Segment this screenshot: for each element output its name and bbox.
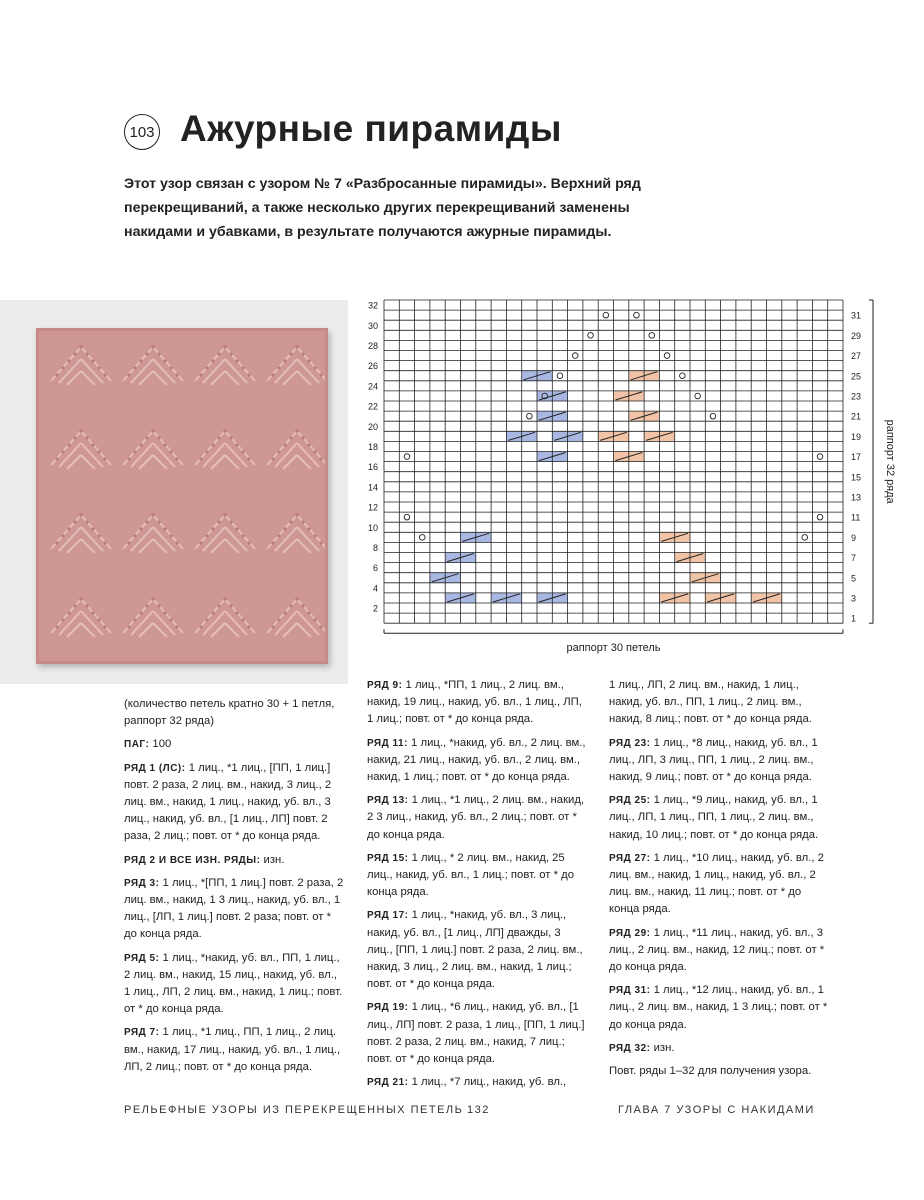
chart-row-label-left: 24 <box>367 381 378 392</box>
gauge-value: 100 <box>149 738 172 751</box>
chart-row-label-right: 7 <box>851 553 857 564</box>
instruction-row <box>367 1074 589 1091</box>
instruction-row <box>124 852 346 869</box>
chart-row-label-right: 13 <box>851 492 862 503</box>
col3-rows <box>609 735 831 1057</box>
row-text: 1 лиц., *8 лиц., накид, уб. вл., 1 лиц., ЛП, 3 лиц., ПП, 1 лиц., 2 лиц. вм., накид, 9 лиц.; повт. от * до конца ряда. <box>609 736 818 784</box>
instructions-column-3 <box>609 677 831 1086</box>
row-label: РЯД 15: <box>367 852 409 864</box>
row-21-continuation: 1 лиц., ЛП, 2 лиц. вм., накид, 1 лиц., накид, уб. вл., ПП, 1 лиц., 2 лиц. вм., накид, 8 лиц.; повт. от * до конца ряда. <box>609 679 812 726</box>
row-text: 1 лиц., *накид, уб. вл., 3 лиц., накид, уб. вл., [1 лиц., ЛП] дважды, 3 лиц., [ПП, 1 лиц.] повт. 2 раза, 2 лиц. вм., накид, 3 лиц., 2 лиц. вм., накид, 1 лиц.; повт. от * до конца ряда. <box>367 909 583 991</box>
row-text: 1 лиц., *1 лиц., 2 лиц. вм., накид, 2 3 лиц., накид, уб. вл., 2 лиц.; повт. от * до конца ряда. <box>367 794 585 841</box>
col1-rows <box>124 760 346 1076</box>
chart-svg <box>360 294 900 656</box>
row-text: 1 лиц., *9 лиц., накид, уб. вл., 1 лиц., ЛП, 1 лиц., ПП, 1 лиц., 2 лиц. вм., накид, 10 лиц.; повт. от * до конца ряда. <box>609 794 819 841</box>
row-label: РЯД 5: <box>124 952 160 964</box>
chart-bottom-label: раппорт 30 петель <box>566 642 661 655</box>
row-text: изн. <box>650 1041 675 1054</box>
chart-yarn-over <box>649 333 655 339</box>
row-text: 1 лиц., *10 лиц., накид, уб. вл., 2 лиц. вм., накид, 1 лиц., накид, уб. вл., 2 лиц. вм., накид, 11 лиц.; повт. от * до конца ряда. <box>609 851 824 916</box>
chart-row-label-left: 8 <box>372 542 378 553</box>
chart-row-label-right: 27 <box>851 351 862 362</box>
chart-row-label-left: 30 <box>367 320 378 331</box>
instruction-row <box>367 999 589 1068</box>
chart-row-label-right: 15 <box>851 472 862 483</box>
row-text: 1 лиц., *6 лиц., накид, уб. вл., [1 лиц., ЛП] повт. 2 раза, 1 лиц., [ПП, 1 лиц.] повт. 2 раза, 2 лиц. вм., накид, 7 лиц.; повт. от * до конца ряда. <box>367 1001 585 1066</box>
chart-yarn-over <box>680 373 686 379</box>
chart-yarn-over <box>419 535 425 541</box>
chart-yarn-over <box>404 514 410 520</box>
chart-row-label-right: 19 <box>851 431 862 442</box>
row-text: 1 лиц., *7 лиц., накид, уб. вл., <box>408 1076 567 1089</box>
knitted-swatch-image <box>36 328 328 664</box>
row-label: РЯД 21: <box>367 1077 409 1089</box>
gauge-label: ПАГ: <box>124 739 150 751</box>
instruction-row <box>367 850 589 902</box>
instructions-column-1 <box>124 696 346 1082</box>
row-label: РЯД 29: <box>609 927 651 939</box>
instruction-row <box>609 792 831 844</box>
row-text: 1 лиц., * 2 лиц. вм., накид, 25 лиц., накид, уб. вл., 1 лиц.; повт. от * до конца ряда. <box>367 851 575 899</box>
knitting-chart <box>360 294 900 661</box>
instruction-row <box>124 950 346 1019</box>
row-label: РЯД 9: <box>367 680 403 691</box>
chart-row-label-right: 31 <box>851 310 862 321</box>
row-label: РЯД 11: <box>367 737 408 749</box>
chart-yarn-over <box>634 312 640 318</box>
chart-yarn-over <box>572 353 578 359</box>
chart-row-label-left: 18 <box>367 441 378 452</box>
row-text: 1 лиц., *11 лиц., накид, уб. вл., 3 лиц., 2 лиц. вм., накид, 12 лиц.; повт. от * до конца ряда. <box>609 926 825 974</box>
chart-row-label-left: 22 <box>367 401 378 412</box>
chart-yarn-over <box>817 514 823 520</box>
col2-rows <box>367 677 589 1091</box>
row-label: РЯД 32: <box>609 1042 651 1054</box>
chart-row-label-left: 10 <box>367 522 378 533</box>
swatch-pattern <box>39 331 325 661</box>
chart-row-label-left: 16 <box>367 462 378 473</box>
chart-row-label-left: 12 <box>367 502 378 513</box>
page-number: 132 <box>467 1104 490 1116</box>
chart-row-label-left: 26 <box>367 361 378 372</box>
instruction-row <box>367 907 589 993</box>
chart-row-label-right: 5 <box>851 573 857 584</box>
row-text: 1 лиц., *1 лиц., ПП, 1 лиц., 2 лиц. вм., накид, 17 лиц., накид, уб. вл., 1 лиц., ЛП, 2 лиц.; повт. от * до конца ряда. <box>124 1026 341 1073</box>
instructions-column-2 <box>367 677 589 1097</box>
instruction-row <box>124 760 346 846</box>
chart-yarn-over <box>603 312 609 318</box>
chart-yarn-over <box>664 353 670 359</box>
row-label: РЯД 1 (ЛС): <box>124 762 186 774</box>
instruction-row <box>609 1040 831 1057</box>
chart-yarn-over <box>695 393 701 399</box>
row-text: 1 лиц., *накид, уб. вл., ПП, 1 лиц., 2 лиц. вм., накид, 15 лиц., накид, уб. вл., 1 лиц., ЛП, 2 лиц. вм., накид, 1 лиц.; повт. от * до конца ряда. <box>124 951 343 1016</box>
row-text: 1 лиц., *12 лиц., накид, уб. вл., 1 лиц., 2 лиц. вм., накид, 1 3 лиц.; повт. от * до конца ряда. <box>609 984 828 1031</box>
row-label: РЯД 17: <box>367 910 409 922</box>
row-label: РЯД 23: <box>609 737 651 749</box>
row-label: РЯД 25: <box>609 795 651 807</box>
instruction-row <box>609 982 831 1034</box>
page-title: Ажурные пирамиды <box>180 108 562 149</box>
chart-yarn-over <box>588 333 594 339</box>
intro-paragraph: Этот узор связан с узором № 7 «Разбросанные пирамиды». Верхний ряд перекрещиваний, а также несколько других перекрещиваний заменены накидами и убавками, в результате получаются ажурные пирамиды. <box>124 176 641 240</box>
chart-row-label-right: 29 <box>851 330 862 341</box>
chart-row-label-left: 4 <box>372 583 378 594</box>
row-label: РЯД 31: <box>609 985 651 997</box>
row-label: РЯД 27: <box>609 852 651 864</box>
chart-row-label-left: 28 <box>367 340 378 351</box>
swatch-photo <box>0 300 348 684</box>
chart-row-label-right: 3 <box>851 593 857 604</box>
row-label: РЯД 13: <box>367 795 409 807</box>
gauge-line <box>124 736 346 753</box>
chart-side-label: раппорт 32 ряда <box>884 419 896 504</box>
chart-yarn-over <box>557 373 563 379</box>
row-label: РЯД 7: <box>124 1027 160 1039</box>
chart-row-label-left: 14 <box>367 482 378 493</box>
chart-row-label-right: 1 <box>851 613 857 624</box>
instruction-row <box>124 875 346 944</box>
row-text: 1 лиц., *накид, уб. вл., 2 лиц. вм., накид, 21 лиц., накид, уб. вл., 2 лиц. вм., накид, 1 лиц.; повт. от * до конца ряда. <box>367 736 586 784</box>
stitch-count-note: (количество петель кратно 30 + 1 петля, раппорт 32 ряда) <box>124 698 335 728</box>
chart-row-label-left: 2 <box>372 603 378 614</box>
pattern-number-badge: 103 <box>124 114 160 150</box>
chart-row-label-right: 17 <box>851 452 862 463</box>
chart-yarn-over <box>527 413 533 419</box>
repeat-note: Повт. ряды 1–32 для получения узора. <box>609 1065 812 1078</box>
chart-row-label-right: 9 <box>851 532 857 543</box>
row-text: 1 лиц., *1 лиц., [ПП, 1 лиц.] повт. 2 раза, 2 лиц. вм., накид, 3 лиц., 2 лиц. вм., накид, 1 лиц., накид, уб. вл., 3 лиц., накид, уб. вл., [1 лиц., ЛП] повт. 2 раза, 2 лиц.; повт. от * до конца ряда. <box>124 761 332 843</box>
row-label: РЯД 2 И ВСЕ ИЗН. РЯДЫ: <box>124 854 261 866</box>
chart-yarn-over <box>817 454 823 460</box>
instruction-row <box>124 1024 346 1076</box>
chart-yarn-over <box>802 535 808 541</box>
row-label: РЯД 19: <box>367 1002 409 1014</box>
instruction-row <box>609 850 831 919</box>
row-text: 1 лиц., *[ПП, 1 лиц.] повт. 2 раза, 2 лиц. вм., накид, 1 3 лиц., накид, уб. вл., 1 лиц., [ЛП, 1 лиц.] повт. 2 раза; повт. от * до конца ряда. <box>124 876 344 941</box>
chart-yarn-over <box>404 454 410 460</box>
row-text: 1 лиц., *ПП, 1 лиц., 2 лиц. вм., накид, 19 лиц., накид, уб. вл., 1 лиц., ЛП, 1 лиц.; повт. от * до конца ряда. <box>367 679 582 726</box>
instruction-row <box>609 925 831 977</box>
instruction-row <box>367 677 589 729</box>
chart-row-label-right: 23 <box>851 391 862 402</box>
chart-yarn-over <box>710 413 716 419</box>
chart-row-label-left: 6 <box>372 563 378 574</box>
row-label: РЯД 3: <box>124 877 160 889</box>
chart-row-label-left: 32 <box>367 300 378 311</box>
chart-row-label-right: 11 <box>851 512 861 523</box>
chart-row-label-left: 20 <box>367 421 378 432</box>
row-text: изн. <box>260 853 285 866</box>
chart-row-label-right: 21 <box>851 411 862 422</box>
footer-section-title: РЕЛЬЕФНЫЕ УЗОРЫ ИЗ ПЕРЕКРЕЩЕННЫХ ПЕТЕЛЬ <box>124 1104 464 1116</box>
chart-row-label-right: 25 <box>851 371 862 382</box>
instruction-row <box>609 735 831 787</box>
instruction-row <box>367 792 589 844</box>
footer-chapter-title: ГЛАВА 7 УЗОРЫ С НАКИДАМИ <box>618 1104 815 1116</box>
instruction-row <box>367 735 589 787</box>
